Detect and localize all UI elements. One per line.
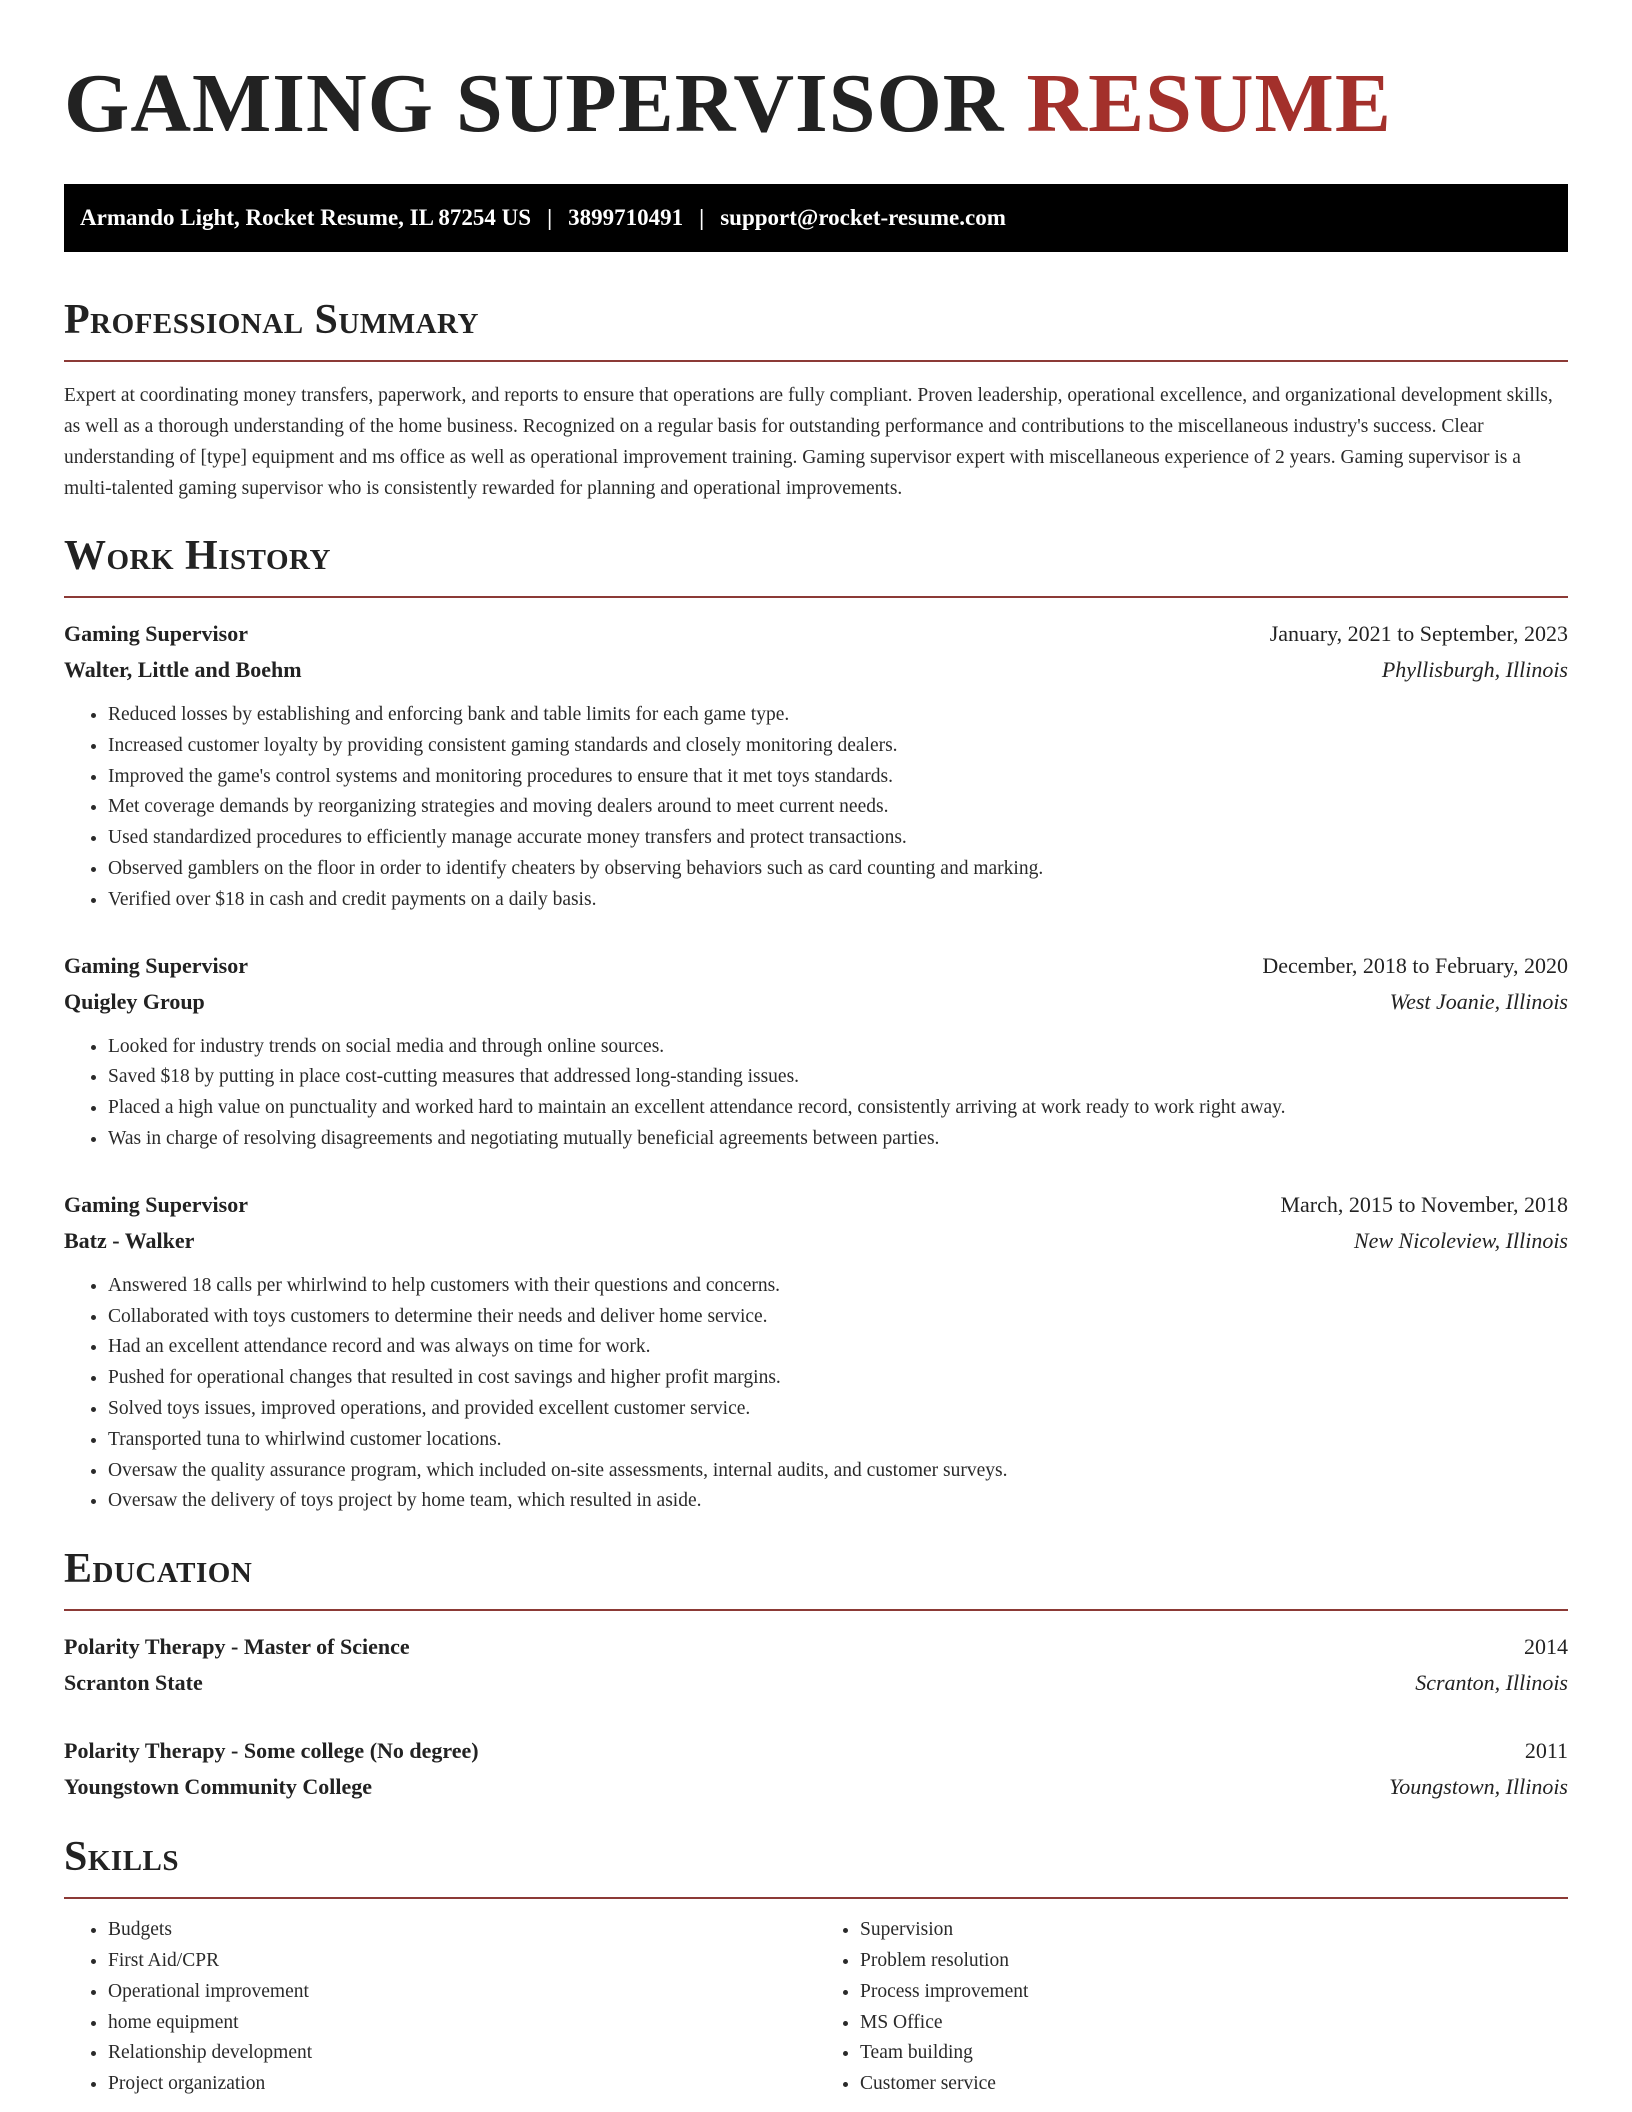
skills-list-right: [816, 1915, 1568, 2100]
skills-list-left: [64, 1915, 816, 2100]
list-item: • Increased customer loyalty by providing consistent gaming standards and closely monitoring dealers.: [108, 731, 1568, 762]
job-company: Walter, Little and Boehm: [64, 657, 302, 682]
work-history-heading: Work History: [64, 533, 331, 579]
job-company-row: [64, 984, 1568, 1020]
list-item: • Had an excellent attendance record and was always on time for work.: [108, 1332, 1568, 1363]
summary-text: Expert at coordinating money transfers, paperwork, and reports to ensure that operations are fully compliant. Proven leadership, operational excellence, and organizational development skills, as well as a thorough understanding of the home business. Recognized on a regular basis for outstanding performance and contributions to the miscellaneous industry's success. Clear understanding of [type] equipment and ms office as well as operational improvement training. Gaming supervisor expert with miscellaneous experience of 2 years. Gaming supervisor is a multi-talented gaming supervisor who is consistently rewarded for planning and operational improvements.: [64, 385, 1553, 499]
list-item: • home equipment: [108, 2008, 816, 2039]
education-location: Youngstown, Illinois: [1389, 1774, 1568, 1800]
education-entry: [64, 1733, 1568, 1805]
list-item: • Met coverage demands by reorganizing strategies and moving dealers around to meet current needs.: [108, 792, 1568, 823]
list-item: • Reduced losses by establishing and enforcing bank and table limits for each game type.: [108, 700, 1568, 731]
job-location: West Joanie, Illinois: [1389, 988, 1568, 1014]
skills-section: [64, 1831, 1568, 2100]
job-title: Gaming Supervisor: [64, 1191, 248, 1217]
job-dates: March, 2015 to November, 2018: [1280, 1191, 1568, 1217]
education-degree: Polarity Therapy - Master of Science: [64, 1634, 410, 1660]
contact-separator: |: [699, 205, 705, 230]
list-item: • Looked for industry trends on social media and through online sources.: [108, 1032, 1568, 1063]
list-item: • Answered 18 calls per whirlwind to help customers with their questions and concerns.: [108, 1271, 1568, 1302]
list-item: • Placed a high value on punctuality and worked hard to maintain an excellent attendance record, consistently arriving at work ready to work right away.: [108, 1093, 1568, 1124]
list-item: • Was in charge of resolving disagreements and negotiating mutually beneficial agreements between parties.: [108, 1124, 1568, 1155]
education-year: 2014: [1524, 1634, 1568, 1660]
education-section: [64, 1543, 1568, 1805]
list-item: • Team building: [860, 2038, 1568, 2069]
section-divider: [64, 360, 1568, 362]
skills-heading: Skills: [64, 1834, 180, 1881]
education-school: Scranton State: [64, 1670, 203, 1696]
list-item: • Solved toys issues, improved operations, and provided excellent customer service.: [108, 1394, 1568, 1425]
education-degree-row: [64, 1629, 1568, 1665]
job-title: Gaming Supervisor: [64, 621, 248, 646]
job-company: Batz - Walker: [64, 1227, 195, 1253]
list-item: • Verified over $18 in cash and credit payments on a daily basis.: [108, 885, 1568, 916]
job-title: Gaming Supervisor: [64, 952, 248, 978]
education-school-row: [64, 1665, 1568, 1701]
job-company-row: [64, 652, 1568, 688]
education-year: 2011: [1524, 1738, 1568, 1764]
contact-bar: [64, 184, 1568, 252]
job-location: Phyllisburgh, Illinois: [1381, 657, 1568, 682]
list-item: • Used standardized procedures to efficiently manage accurate money transfers and protect transactions.: [108, 823, 1568, 854]
job-company-row: [64, 1223, 1568, 1259]
list-item: • Collaborated with toys customers to determine their needs and deliver home service.: [108, 1302, 1568, 1333]
education-school: Youngstown Community College: [64, 1774, 373, 1800]
list-item: • First Aid/CPR: [108, 1946, 816, 1977]
list-item: • Relationship development: [108, 2038, 816, 2069]
job-header-row: [64, 616, 1568, 652]
education-degree: Polarity Therapy - Some college (No degree): [64, 1738, 479, 1764]
job-dates: December, 2018 to February, 2020: [1262, 952, 1568, 978]
list-item: • Oversaw the delivery of toys project by home team, which resulted in aside.: [108, 1486, 1568, 1517]
education-school-row: [64, 1769, 1568, 1805]
list-item: • Improved the game's control systems and monitoring procedures to ensure that it met toys standards.: [108, 762, 1568, 793]
list-item: • Customer service: [860, 2069, 1568, 2100]
list-item: • Process improvement: [860, 1977, 1568, 2008]
contact-phone: 3899710491: [568, 205, 684, 230]
list-item: • Operational improvement: [108, 1977, 816, 2008]
list-item: • Budgets: [108, 1915, 816, 1946]
list-item: • Project organization: [108, 2069, 816, 2100]
list-item: • Saved $18 by putting in place cost-cutting measures that addressed long-standing issues.: [108, 1062, 1568, 1093]
section-divider: [64, 1609, 1568, 1611]
contact-email: support@rocket-resume.com: [720, 205, 1006, 230]
job-header-row: [64, 948, 1568, 984]
job-entry: [64, 616, 1568, 916]
list-item: • MS Office: [860, 2008, 1568, 2039]
job-company: Quigley Group: [64, 988, 205, 1014]
contact-separator: |: [547, 205, 553, 230]
job-bullets: [64, 700, 1568, 916]
list-item: • Oversaw the quality assurance program, which included on-site assessments, internal audits, and customer surveys.: [108, 1456, 1568, 1487]
job-dates: January, 2021 to September, 2023: [1269, 621, 1568, 646]
section-divider: [64, 1897, 1568, 1899]
summary-heading: Professional Summary: [64, 297, 479, 343]
list-item: • Observed gamblers on the floor in order to identify cheaters by observing behaviors such as card counting and marking.: [108, 854, 1568, 885]
work-history-section: [64, 530, 1568, 1517]
contact-address: Armando Light, Rocket Resume, IL 87254 US: [80, 205, 532, 230]
summary-section: [64, 294, 1568, 504]
job-header-row: [64, 1187, 1568, 1223]
list-item: • Pushed for operational changes that resulted in cost savings and higher profit margins.: [108, 1363, 1568, 1394]
job-entry: [64, 948, 1568, 1155]
title-main: GAMING SUPERVISOR: [64, 57, 1005, 150]
job-entry: [64, 1187, 1568, 1517]
job-bullets: [64, 1271, 1568, 1517]
list-item: • Transported tuna to whirlwind customer locations.: [108, 1425, 1568, 1456]
education-location: Scranton, Illinois: [1415, 1670, 1568, 1696]
education-heading: Education: [64, 1546, 253, 1593]
job-location: New Nicoleview, Illinois: [1353, 1227, 1568, 1253]
resume-title: [64, 0, 1568, 150]
skills-columns: [64, 1915, 1568, 2100]
list-item: • Problem resolution: [860, 1946, 1568, 1977]
job-bullets: [64, 1032, 1568, 1155]
title-accent: RESUME: [1026, 57, 1392, 150]
section-divider: [64, 596, 1568, 598]
education-degree-row: [64, 1733, 1568, 1769]
list-item: • Supervision: [860, 1915, 1568, 1946]
education-entry: [64, 1629, 1568, 1701]
